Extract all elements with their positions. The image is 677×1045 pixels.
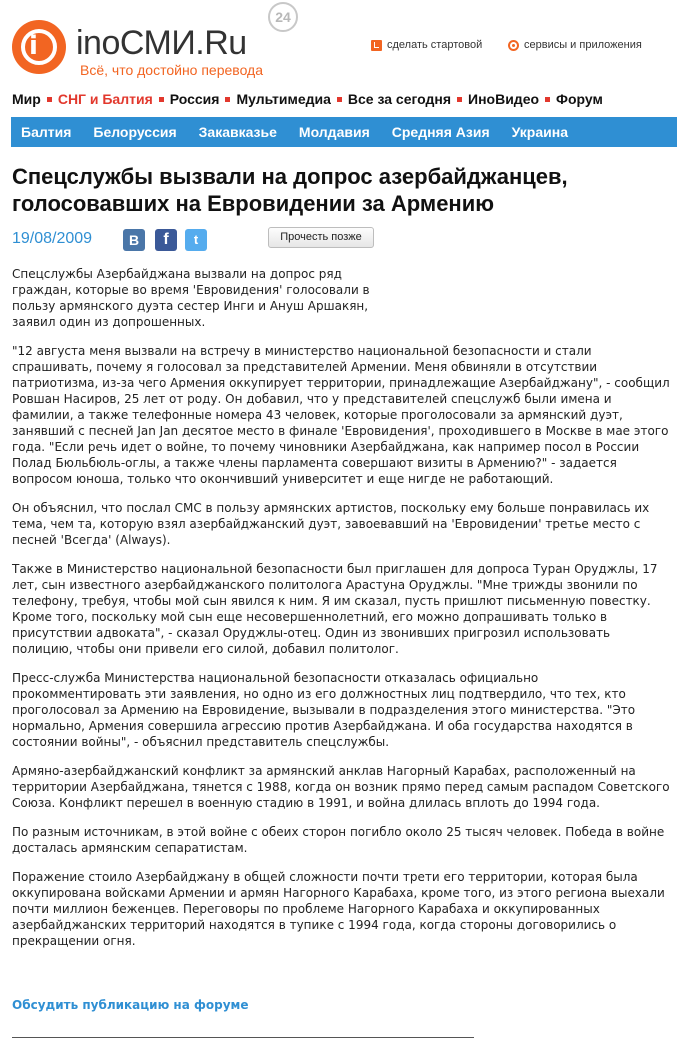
- nav-separator: [545, 97, 550, 102]
- nav-forum[interactable]: Форум: [556, 91, 603, 107]
- article-paragraph: "12 августа меня вызвали на встречу в министерство национальной безопасности и стали спрашивать, почему я голосовал за представителей Армении. Меня обвиняли в отсутствии патриотизма, из-за чего Армения оккупирует территории, принадлежащие Азербайджану", - сообщил Ровшан Насиров, 25 лет от роду. Он добавил, что у представителей спецслужб были имена и фамилии, а также телефонные номера 43 человек, которые проголосовали за армянский дуэт, занявший с песней Jan Jan десятое место в финале 'Евровидения', проходившего в Москве в мае этого года. "Если речь идет о войне, то почему чиновники Азербайджана, как например посол в России Полад Бюльбюль-оглы, а также члены парламента совершают визиты в Армению?" - задается вопросом юноша, только что окончивший университет и еще нигде не работающий.: [12, 344, 670, 486]
- age-rating-badge: 24: [268, 2, 298, 32]
- nav-world[interactable]: Мир: [12, 91, 41, 107]
- home-icon: [371, 40, 382, 51]
- site-tagline: Всё, что достойно перевода: [80, 62, 264, 78]
- subnav-baltic[interactable]: Балтия: [21, 124, 72, 140]
- subnav-caucasus[interactable]: Закавказье: [198, 124, 277, 140]
- article-paragraph: Также в Министерство национальной безопасности был приглашен для допроса Туран Оруджлы, 17 лет, сын известного азербайджанского политолога Арастуна Оруджлы. "Мне трижды звонили по телефону, требуя, чтобы мой сын явился к ним. Я им сказал, пусть пришлют письменную повестку. Кроме того, поскольку мой сын еще несовершеннолетний, его можно допрашивать только в присутствии адвоката", - сказал Оруджлы-отец. Один из звонивших пригрозил использовать полицию, чтобы они привели его силой, добавил политолог.: [12, 562, 658, 656]
- nav-separator: [47, 97, 52, 102]
- site-header: [0, 0, 677, 88]
- nav-separator: [159, 97, 164, 102]
- set-homepage-link[interactable]: сделать стартовой: [371, 39, 482, 51]
- article-body: [12, 266, 670, 962]
- twitter-share-icon[interactable]: t: [185, 229, 207, 251]
- nav-separator: [225, 97, 230, 102]
- article-title: Спецслужбы вызвали на допрос азербайджанцев, голосовавших на Евровидении за Армению: [12, 164, 568, 216]
- nav-separator: [457, 97, 462, 102]
- nav-multimedia[interactable]: Мультимедиа: [236, 91, 331, 107]
- services-apps-link[interactable]: сервисы и приложения: [508, 39, 642, 51]
- article-paragraph: По разным источникам, в этой войне с обеих сторон погибло около 25 тысяч человек. Победа в войне досталась армянским сепаратистам.: [12, 825, 665, 855]
- subnav-moldova[interactable]: Молдавия: [298, 124, 370, 140]
- article-paragraph: Армяно-азербайджанский конфликт за армянский анклав Нагорный Карабах, расположенный на территории Азербайджана, тянется с 1988, когда он возник прямо перед самым распадом Советского Союза. Конфликт перешел в военную стадию в 1991, и война длилась вплоть до 1994 года.: [12, 764, 670, 810]
- article-date: 19/08/2009: [12, 230, 93, 247]
- divider: [12, 1037, 474, 1038]
- nav-cis-baltic[interactable]: СНГ и Балтия: [57, 91, 153, 107]
- site-logo-text[interactable]: inoСМИ.Ru: [76, 24, 247, 62]
- nav-inovideo[interactable]: ИноВидео: [468, 91, 540, 107]
- nav-separator: [337, 97, 342, 102]
- discuss-on-forum-link[interactable]: Обсудить публикацию на форуме: [12, 998, 249, 1012]
- subnav-ukraine[interactable]: Украина: [511, 124, 568, 140]
- sub-nav: [11, 117, 677, 147]
- nav-russia[interactable]: Россия: [169, 91, 220, 107]
- nav-today[interactable]: Все за сегодня: [347, 91, 452, 107]
- article-paragraph: Поражение стоило Азербайджану в общей сложности почти трети его территории, которая была оккупирована войсками Армении и армян Нагорного Карабаха, кроме того, из этого региона выехали почти миллион беженцев. Переговоры по проблеме Нагорного Карабаха и оккупированных азербайджанских территорий находятся в тупике с 1994 года, когда стороны договорились о прекращении огня.: [12, 870, 665, 948]
- subnav-central-asia[interactable]: Средняя Азия: [391, 124, 490, 140]
- article-paragraph: Пресс-служба Министерства национальной безопасности отказалась официально прокомментировать эти заявления, но одно из его должностных лиц подтвердило, что тех, кто проголосовал за Армению на Евровидение, вызывали в подразделения этого министерства. "Это нормально, Армения совершила агрессию против Азербайджана. И оба государства находятся в состоянии войны", - объяснил представитель спецслужбы.: [12, 671, 636, 749]
- gear-icon: [508, 40, 519, 51]
- vk-share-icon[interactable]: B: [123, 229, 145, 251]
- article-paragraph: Он объяснил, что послал СМС в пользу армянских артистов, поскольку ему больше понравилась их тема, чем та, которую взял азербайджанский дуэт, завоевавший на 'Евровидении' третье место с песней 'Всегда' (Always).: [12, 501, 650, 547]
- subnav-belarus[interactable]: Белоруссия: [93, 124, 177, 140]
- logo-icon[interactable]: i: [12, 20, 66, 74]
- main-nav: [12, 90, 603, 108]
- article-paragraph: Спецслужбы Азербайджана вызвали на допрос ряд граждан, которые во время 'Евровидения' голосовали в пользу армянского дуэта сестер Инги и Ануш Аршакян, заявил один из допрошенных.: [12, 267, 370, 329]
- facebook-share-icon[interactable]: f: [155, 229, 177, 251]
- read-later-button[interactable]: Прочесть позже: [268, 227, 374, 248]
